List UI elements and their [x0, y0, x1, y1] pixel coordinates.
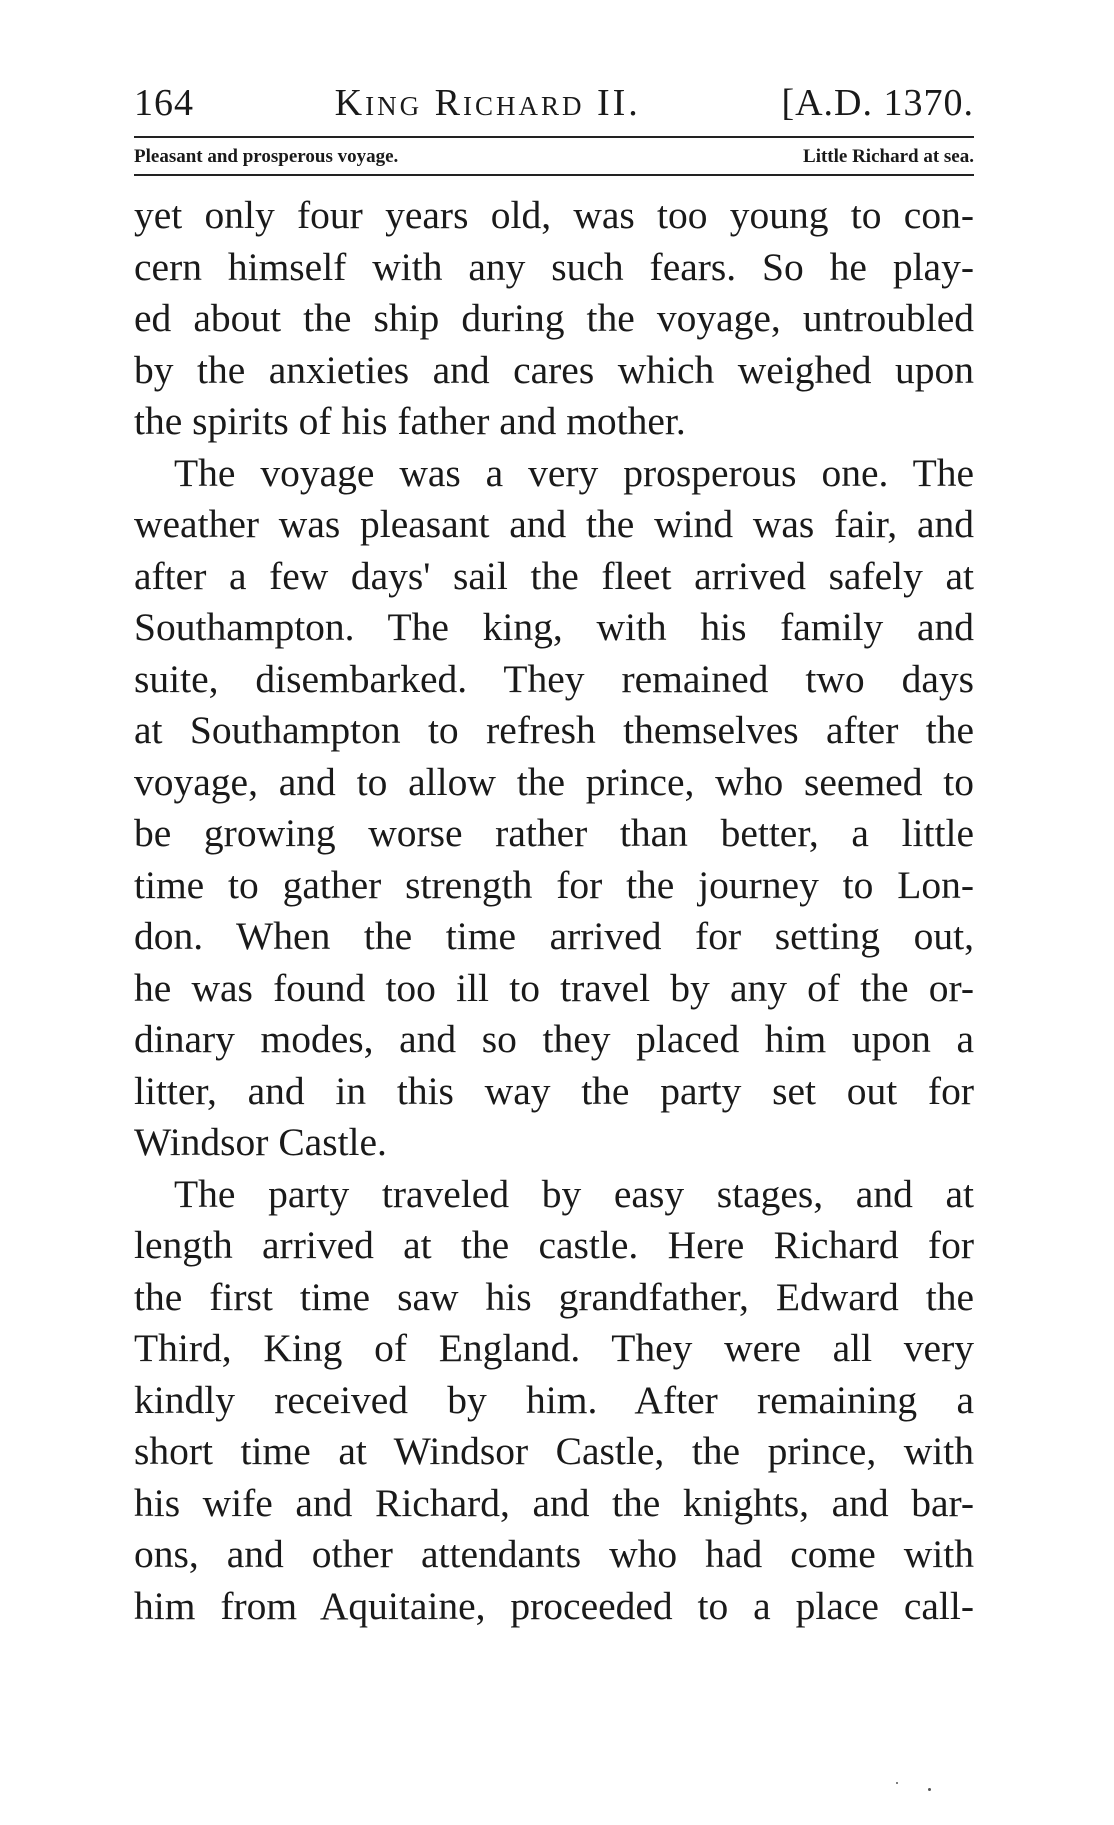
text-line: by the anxieties and cares which weighed upon [134, 347, 974, 392]
text-line: Third, King of England. They were all very [134, 1326, 974, 1370]
print-speck [928, 1788, 931, 1791]
text-line: the spirits of his father and mother. [134, 399, 686, 443]
text-line: length arrived at the castle. Here Richard for [134, 1223, 974, 1267]
text-line: suite, disembarked. They remained two days [134, 656, 974, 701]
print-speck [896, 1782, 898, 1784]
text-line: dinary modes, and so they placed him upon a [134, 1017, 974, 1061]
section-subheader [134, 138, 974, 174]
text-line: at Southampton to refresh themselves after the [134, 708, 974, 752]
text-line: litter, and in this way the party set out for [134, 1068, 974, 1113]
text-line: the first time saw his grandfather, Edward the [134, 1274, 974, 1319]
page-number: 164 [134, 82, 194, 124]
book-page [134, 80, 974, 1632]
text-line: don. When the time arrived for setting out, [134, 914, 974, 958]
text-line: ed about the ship during the voyage, untroubled [134, 296, 974, 340]
text-line: Southampton. The king, with his family and [134, 605, 974, 649]
text-line: ons, and other attendants who had come with [134, 1532, 974, 1576]
text-line: voyage, and to allow the prince, who seemed to [134, 759, 974, 804]
text-line: kindly received by him. After remaining a [134, 1377, 974, 1422]
text-line: Windsor Castle. [134, 1120, 387, 1164]
subheader-right: Little Richard at sea. [803, 146, 974, 167]
running-head [134, 80, 974, 126]
text-line: short time at Windsor Castle, the prince, with [134, 1429, 974, 1473]
subheader-left: Pleasant and prosperous voyage. [134, 146, 399, 167]
text-line: weather was pleasant and the wind was fair, and [134, 502, 974, 546]
text-line: yet only four years old, was too young to con- [134, 193, 974, 237]
text-line: The voyage was a very prosperous one. The [174, 450, 974, 495]
text-line: his wife and Richard, and the knights, and bar- [134, 1480, 974, 1525]
subheader-rule [134, 174, 974, 176]
text-line: he was found too ill to travel by any of the or- [134, 965, 974, 1010]
body-text [134, 190, 974, 1632]
text-line: him from Aquitaine, proceeded to a place call- [134, 1583, 974, 1628]
text-line: The party traveled by easy stages, and at [174, 1171, 974, 1216]
text-line: be growing worse rather than better, a little [134, 811, 974, 855]
text-line: cern himself with any such fears. So he play- [134, 244, 974, 289]
text-line: time to gather strength for the journey to Lon- [134, 862, 974, 907]
book-title: King Richard II. [334, 82, 641, 124]
date-mark: [A.D. 1370. [781, 82, 974, 124]
text-line: after a few days' sail the fleet arrived safely at [134, 553, 974, 598]
